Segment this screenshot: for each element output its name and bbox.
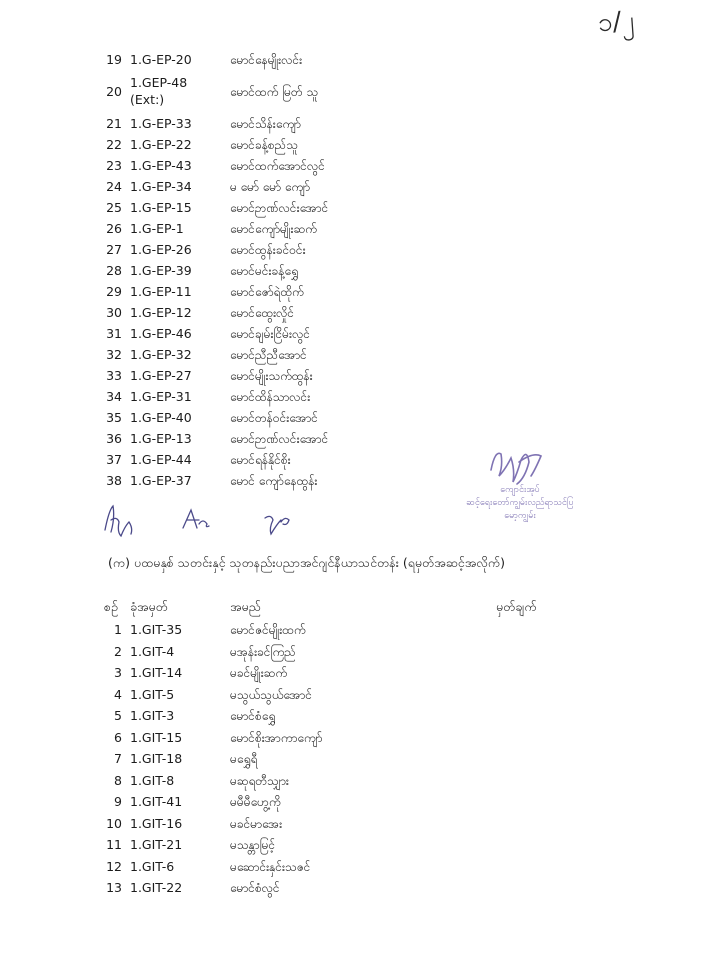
student-name: မောင်ထိန်သာလင်း [230,390,311,404]
stamp-line-2: ဆင့်ရေးတော်ကျွမ်းလည်ရာသင်ပြ [466,498,574,508]
row-number: 31 [106,326,122,341]
roll-number: 1.G-EP-13 [130,431,192,446]
student-name: မအုန်းခင်ကြည် [230,644,296,659]
row-number: 7 [114,751,122,766]
stamp-line-3: မော့ကျွမ်း [504,511,536,521]
roll-number: 1.GIT-22 [130,880,183,895]
row-number: 27 [106,242,122,257]
student-name: မသွယ်သွယ်အောင် [230,687,313,702]
roll-number: 1.GIT-4 [130,643,175,659]
student-name: မမီမီဟွေ့ကို [230,795,281,809]
row-number: 20 [106,84,122,99]
row-number: 33 [106,368,122,383]
row-number: 35 [106,410,122,425]
roll-number-line-2: (Ext:) [130,92,165,107]
section-title: (က) ပထမနှစ် သတင်းနှင့် သုတနည်းပညာအင်ဂျင်နီယာသင်တန်း (ရမှတ်အဆင့်အလိုက်) [108,555,506,570]
roll-number: 1.GIT-15 [130,729,183,745]
roll-number: 1.G-EP-27 [130,368,192,383]
handwritten-signatures [95,498,335,548]
roll-number: 1.G-EP-43 [130,158,192,173]
student-name: မောင်ထွန်းခင်ဝင်း [230,243,306,257]
official-stamp [455,440,575,520]
student-name: မောင်ချမ်းငြိမ်းလွင် [230,327,310,341]
student-name: မောင်ဇော်ရဲထိုက် [230,285,304,299]
student-name: မောင်ထက်အောင်လွင် [230,159,325,173]
row-number: 5 [114,708,122,723]
student-name: မောင်ဉာဏ်လင်းအောင် [230,432,329,446]
roll-number: 1.G-EP-44 [130,452,192,467]
row-number: 11 [106,837,122,852]
row-number: 4 [114,686,122,702]
row-number: 29 [106,284,122,299]
student-name: မောင်မျိုးသက်ထွန်း [230,369,313,383]
roll-number: 1.G-EP-11 [130,284,192,299]
student-name: မောင်ဉာဏ်လင်းအောင် [230,201,329,215]
row-number: 10 [106,815,122,831]
row-number: 1 [114,622,122,637]
student-name: မောင်ထွေးလှိုင် [230,306,295,320]
row-number: 22 [106,137,122,152]
student-name: မောင်ကျော်မျိုးဆက် [230,222,317,236]
student-name: မောင်စံရွှေ [230,709,276,723]
row-number: 36 [106,431,122,446]
row-number: 30 [106,305,122,320]
student-name: မောင်ရန်နိုင်စိုး [230,453,291,467]
row-number: 32 [106,347,122,362]
student-name: မောင်ထက် မြတ် သူ [230,85,319,99]
roll-number: 1.G-EP-46 [130,326,192,341]
row-number: 6 [114,729,122,745]
roll-number: 1.G-EP-12 [130,305,192,320]
student-name: မ မော် မော် ကျော် [230,180,310,194]
page-number: ၁/၂ [596,5,636,39]
signature-1 [105,506,132,536]
roll-number: 1.GIT-21 [130,837,183,852]
stamp-line-1: ကျောင်းအုပ် [500,485,540,495]
student-name: မရွှေရီ [230,752,258,766]
signature-2 [183,510,209,528]
student-name: မခင်မာအေး [230,816,283,831]
roll-number: 1.G-EP-34 [130,179,192,194]
roll-number: 1.G-EP-32 [130,347,192,362]
student-name: မောင်တန်ဝင်းအောင် [230,411,318,425]
row-number: 28 [106,263,122,278]
roll-number: 1.G-EP-37 [130,473,192,488]
student-name: မောင်ဇင်မျိုးထက် [230,623,306,637]
row-number: 38 [106,473,122,488]
row-number: 8 [114,772,122,788]
roll-number: 1.G-EP-1 [130,221,184,236]
roll-number: 1.G-EP-26 [130,242,192,257]
row-number: 9 [114,794,122,809]
header-roll-number: ခုံအမှတ် [130,599,168,614]
roll-number: 1.GIT-6 [130,858,175,874]
roll-number: 1.G-EP-20 [130,52,192,67]
roll-number: 1.GIT-3 [130,708,175,723]
header-serial: စဉ် [104,599,118,614]
row-number: 25 [106,200,122,215]
student-name: မောင်ခန့်စည်သူ [230,138,298,152]
roll-number: 1.G-EP-22 [130,137,192,152]
row-number: 37 [106,452,122,467]
student-name: မဆောင်းနှင်းသဇင် [230,859,311,874]
stamp-signature [455,440,585,488]
roll-number-line-1: 1.GEP-48 [130,75,188,90]
roll-number: 1.G-EP-31 [130,389,192,404]
student-name: မောင်စံလွင် [230,881,280,895]
row-number: 34 [106,389,122,404]
student-name: မသန္တာမြင့် [230,838,276,852]
student-name: မခင်မျိုးဆက် [230,666,288,680]
row-number: 23 [106,158,122,173]
row-number: 26 [106,221,122,236]
row-number: 3 [114,665,122,680]
row-number: 13 [106,880,122,895]
roll-number: 1.GIT-35 [130,622,183,637]
roll-number: 1.GIT-16 [130,815,183,831]
roll-number: 1.GIT-8 [130,772,175,788]
row-number: 2 [114,643,122,659]
row-number: 12 [106,858,122,874]
roll-number: 1.G-EP-40 [130,410,192,425]
roll-number: 1.G-EP-15 [130,200,192,215]
row-number: 19 [106,52,122,67]
header-name: အမည် [230,599,261,614]
header-remark: မှတ်ချက် [496,599,537,614]
student-name: မောင်ညီညီအောင် [230,348,307,362]
student-name: မောင်မင်းခန့်ရွှေ [230,264,299,278]
student-name: မောင်သိန်းကျော် [230,117,301,131]
row-number: 21 [106,116,122,131]
roll-number: 1.G-EP-39 [130,263,192,278]
roll-number: 1.G-EP-33 [130,116,192,131]
roll-number [130,74,187,108]
student-name: မောင် ကျော်နေထွန်း [230,474,318,488]
student-name: မဆုရတီသျှား [230,773,289,788]
roll-number: 1.GIT-14 [130,665,183,680]
student-name: မောင်စိုးအာကာကျော် [230,730,323,745]
student-name: မောင်နေမျိုးလင်း [230,53,303,67]
roll-number: 1.GIT-5 [130,686,175,702]
roll-number: 1.GIT-41 [130,794,183,809]
row-number: 24 [106,179,122,194]
signature-3 [265,516,289,534]
roll-number: 1.GIT-18 [130,751,183,766]
